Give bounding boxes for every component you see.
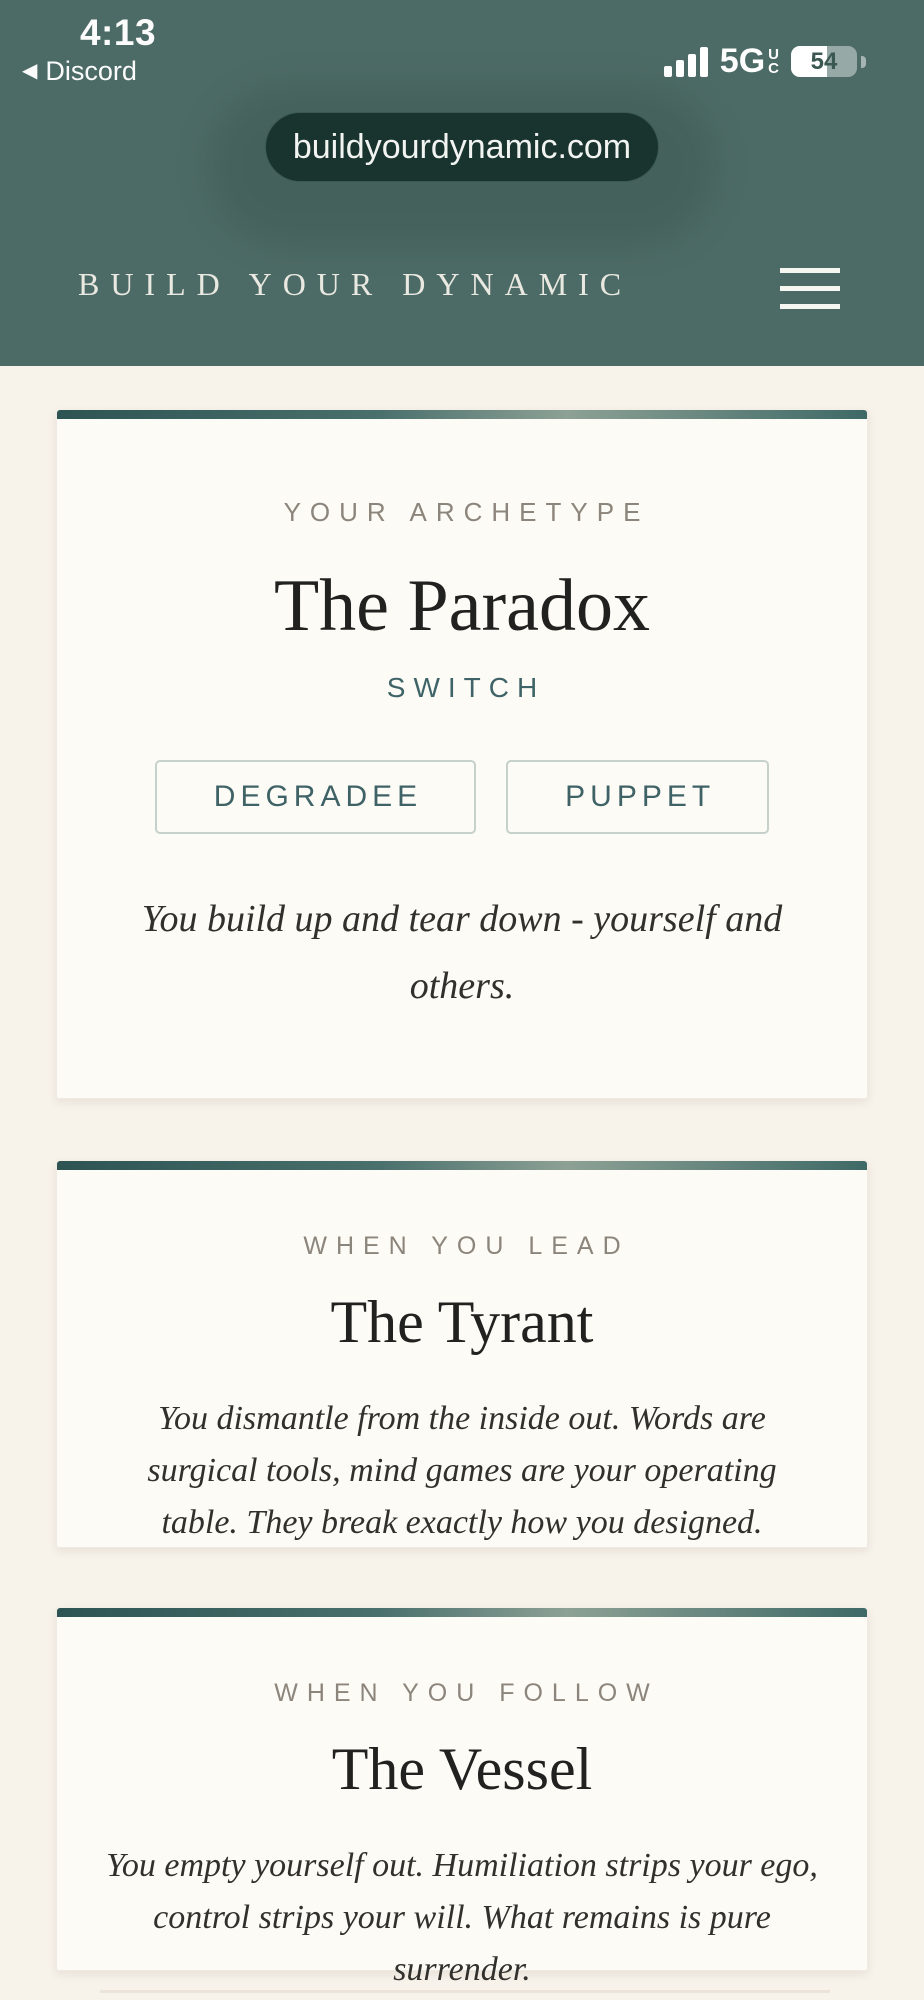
- network-type-indicator: [720, 42, 779, 81]
- status-time: 4:13: [79, 12, 157, 53]
- archetype-description: You build up and tear down - yourself and others.: [141, 898, 783, 1007]
- back-app-label: Discord: [45, 56, 137, 86]
- follow-description: You empty yourself out. Humiliation strips your ego, control strips your will. What remains is pure surrender.: [106, 1847, 818, 1988]
- next-card-edge: [100, 1990, 830, 1993]
- battery-percent: 54: [810, 47, 838, 75]
- tag-puppet-button[interactable]: PUPPET: [506, 760, 769, 834]
- lead-eyebrow: WHEN YOU LEAD: [303, 1232, 630, 1260]
- battery-nub: [861, 56, 866, 68]
- network-sub-bottom: C: [768, 59, 779, 77]
- lead-title: The Tyrant: [330, 1289, 594, 1355]
- follow-title: The Vessel: [331, 1736, 593, 1802]
- tag-degradee-button[interactable]: DEGRADEE: [155, 760, 476, 834]
- archetype-role: SWITCH: [386, 672, 546, 703]
- status-icons: [664, 42, 866, 81]
- card-accent-bar: [57, 1608, 867, 1617]
- archetype-tags: [57, 760, 867, 834]
- menu-hamburger-icon[interactable]: [780, 268, 840, 309]
- card-accent-bar: [57, 410, 867, 419]
- network-sub-top: U: [768, 45, 779, 63]
- follow-eyebrow: WHEN YOU FOLLOW: [274, 1679, 659, 1707]
- site-logo[interactable]: BUILD YOUR DYNAMIC: [78, 266, 633, 302]
- back-triangle-icon: ◀: [22, 60, 38, 82]
- archetype-title: The Paradox: [273, 565, 651, 647]
- cellular-signal-icon: [664, 47, 708, 77]
- address-bar[interactable]: buildyourdynamic.com: [265, 112, 659, 182]
- lead-description: You dismantle from the inside out. Words are surgical tools, mind games are your operating table. They break exactly how you designed.: [147, 1400, 777, 1541]
- network-uc-badge: [768, 45, 779, 77]
- battery-icon: [791, 46, 857, 77]
- lead-card: [56, 1161, 868, 1548]
- follow-card: [56, 1608, 868, 1988]
- network-label: 5G: [719, 42, 766, 80]
- browser-header: [0, 0, 924, 366]
- archetype-eyebrow: YOUR ARCHETYPE: [283, 497, 650, 527]
- back-to-app-link[interactable]: [22, 56, 137, 87]
- card-accent-bar: [57, 1161, 867, 1170]
- archetype-card: [56, 410, 868, 1099]
